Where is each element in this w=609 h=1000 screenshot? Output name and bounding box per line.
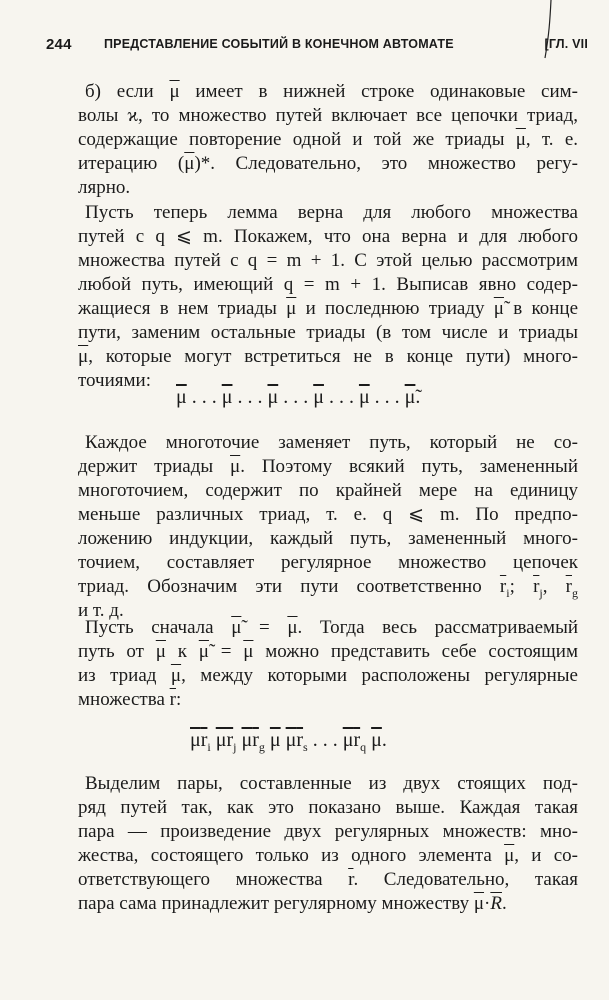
text-line: Выделим пары, составленные из двух стоящих под- <box>85 773 578 794</box>
text-line: содержащие повторение одной и той же триады $\overline{\mu}$, т. е. <box>78 129 578 150</box>
text-line: многоточием, содержит по крайней мере на единицу <box>78 480 578 501</box>
text-line: итерацию $(\overline{\mu})*$. Следовательно, это множество регу- <box>78 153 578 174</box>
text-line: б) если $\overline{\mu}$ имеет в нижней строке одинаковые сим- <box>85 81 579 102</box>
text-line: держит триады $\overline{\mu}$. Поэтому всякий путь, замененный <box>78 456 578 477</box>
text-line: ложению индукции, каждый путь, замененный много- <box>78 528 578 549</box>
text-line: множества $\overline{r}$: <box>78 689 182 710</box>
text-line: пути, заменим остальные триады (в том числе и триады <box>78 322 578 343</box>
text-line: волы ϰ, то множество путей включает все цепочки триад, <box>78 105 578 126</box>
text-line: меньше различных триад, т. е. q ⩽ m. По предпо- <box>78 504 578 525</box>
text-line: точием, составляет регулярное множество цепочек <box>78 552 578 573</box>
text-line: триад. Обозначим эти пути соответственно $\overline{r}_i$; $\overline{r}_j$, $\overline{r}_g$ <box>78 576 578 600</box>
text-line: путь от $\overline{\mu}$ к μ̃ = $\overline{\mu}$ можно представить себе состоящим <box>78 641 578 662</box>
text-line: жества, состоящего только из одного элемента $\overline{\mu}$, и со- <box>78 845 579 866</box>
text-line: ряд путей так, как это показано выше. Каждая такая <box>78 797 578 818</box>
header-chapter: [ГЛ. VII <box>544 37 588 51</box>
formula-mu-sequence: $\overline{\mu}$ . . . $\overline{\mu}$ . . . $\overline{\mu}$ . . . $\overline{\mu}$ . . . $\overline{\mu}$ . . . μ̃. <box>176 386 421 408</box>
text-line: множества путей с q = m + 1. С этой целью рассмотрим <box>78 250 578 271</box>
text-line: лярно. <box>78 177 131 198</box>
scan-pen-stroke <box>539 0 553 60</box>
text-line: пара — произведение двух регулярных множеств: мно- <box>78 821 578 842</box>
text-line: любой путь, имеющий q = m + 1. Выписав явно содер- <box>78 274 578 295</box>
text-line: Пусть теперь лемма верна для любого множества <box>85 202 578 223</box>
text-line: точиями: <box>78 370 151 391</box>
text-line: Пусть сначала μ̃ = $\overline{\mu}$. Тогда весь рассматриваемый <box>85 617 578 638</box>
text-line: $\overline{\mu}$, которые могут встретиться не в конце пути) много- <box>78 346 578 367</box>
text-line: и т. д. <box>78 600 124 621</box>
text-line: ответствующего множества $\overline{r}$. Следовательно, такая <box>78 869 578 890</box>
page-number: 244 <box>46 36 72 53</box>
text-line: пара сама принадлежит регулярному множеству $\overline{\mu}\cdot\overline{R}$. <box>78 893 507 914</box>
header-title: ПРЕДСТАВЛЕНИЕ СОБЫТИЙ В КОНЕЧНОМ АВТОМАТЕ <box>104 37 454 51</box>
text-line: путей с q ⩽ m. Покажем, что она верна и для любого <box>78 226 578 247</box>
text-line: жащиеся в нем триады $\overline{\mu}$ и последнюю триаду μ̃ в конце <box>78 298 579 319</box>
text-line: Каждое многоточие заменяет путь, который не со- <box>85 432 578 453</box>
formula-mu-r-sequence: $\overline{\mu}\overline{r}_i$ $\overline{\mu}\overline{r}_j$ $\overline{\mu}\overline{r}_g$ $\overline{\mu}$ $\overline{\mu}\overline{r}_s$ . . . $\overline{\mu}\overline{r}_q$ $\overline{\mu}$. <box>190 729 387 754</box>
text-line: из триад $\overline{\mu}$, между которыми расположены регулярные <box>78 665 578 686</box>
